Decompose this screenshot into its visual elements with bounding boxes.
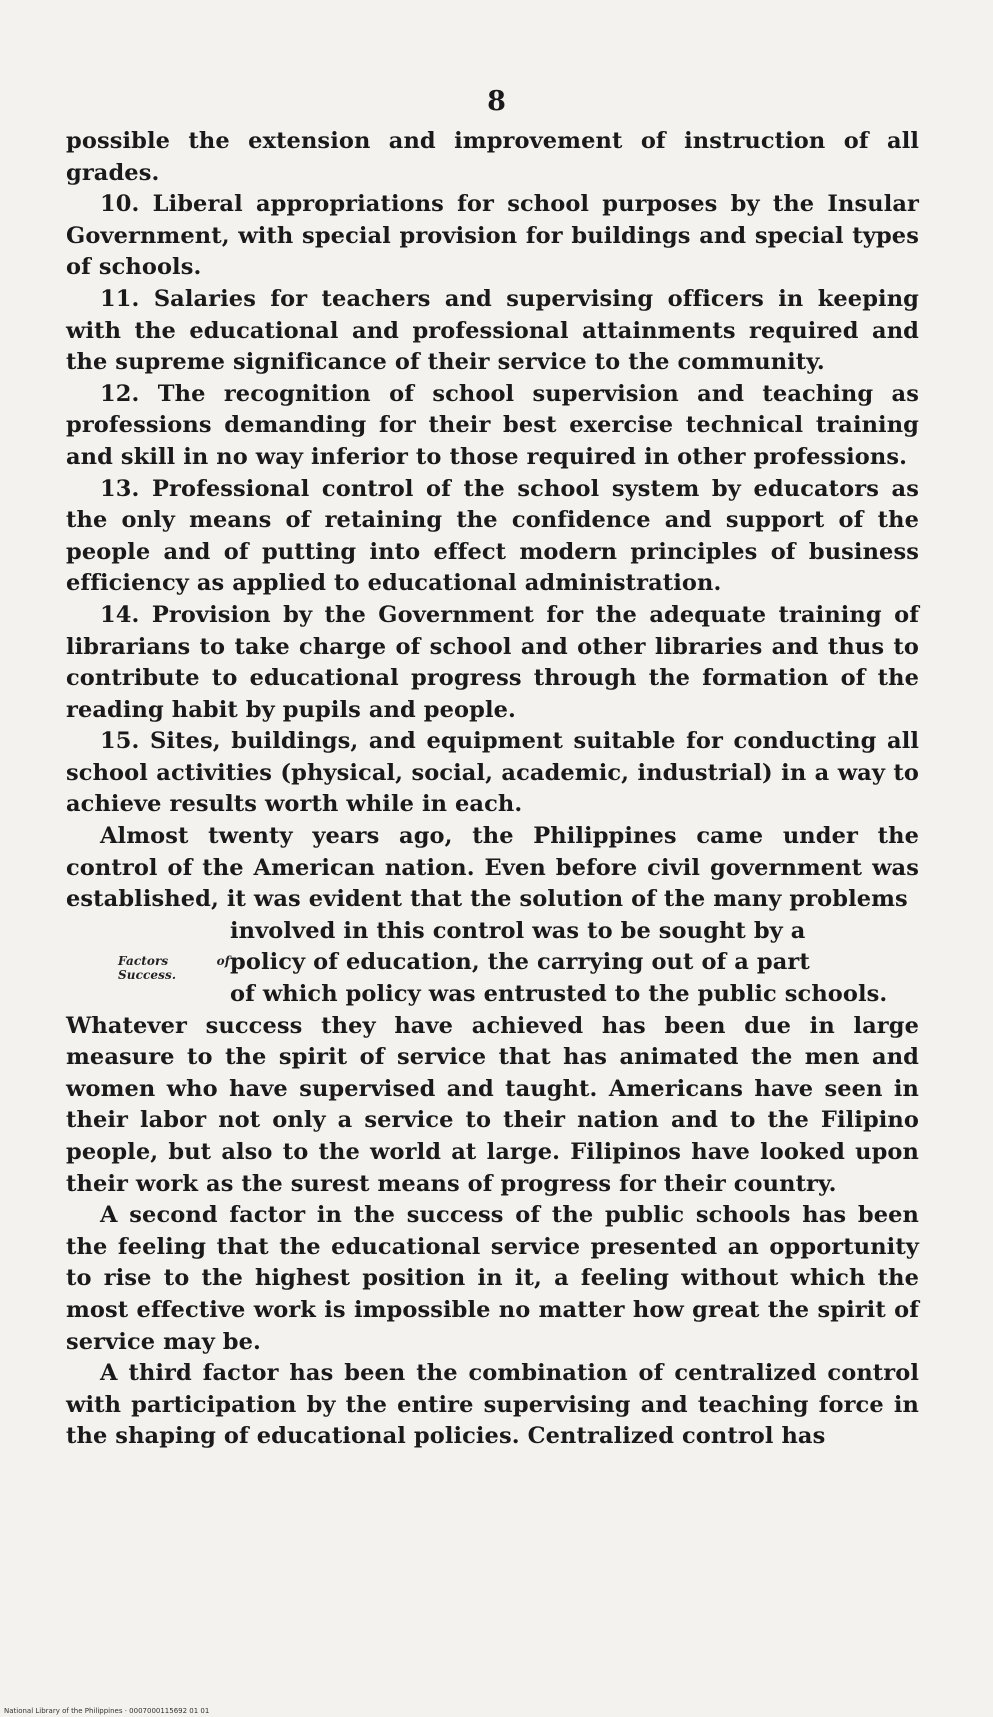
scan-footer: National Library of the Philippines · 0007000115692 01 01: [4, 1707, 210, 1715]
paragraph: Whatever success they have achieved has been due in large measure to the spirit of service that has animated the men and women who have supervised and taught. Americans have seen in their labor not only a service to their nation and to the Filipino people, but also to the world at large. Filipinos have looked upon their work as the surest means of progress for their country.: [66, 1012, 919, 1197]
paragraph: Almost twenty years ago, the Philippines came under the control of the American nation. Even before civil government was established, it was evident that the solution of the many problems: [66, 823, 919, 913]
paragraph: A third factor has been the combination of centralized control with participation by the entire supervising and teaching force in the shaping of educational policies. Centralized control has: [66, 1360, 919, 1450]
paragraph: possible the extension and improvement of instruction of all grades.: [66, 128, 919, 186]
sidenote-line: of which policy was entrusted to the public schools.: [230, 981, 888, 1008]
paragraphs-before: [66, 126, 919, 916]
paragraph: A second factor in the success of the public schools has been the feeling that the educational service presented an opportunity to rise to the highest position in it, a feeling without which the most effective work is impossible no matter how great the spirit of service may be.: [66, 1202, 919, 1355]
body-text: [66, 126, 919, 1453]
sidenote-line: policy of education, the carrying out of a part: [230, 949, 810, 976]
margin-note: Factors of Success.: [118, 953, 230, 982]
paragraph: 10. Liberal appropriations for school purposes by the Insular Government, with special provision for buildings and special types of schools.: [66, 191, 919, 281]
sidenote-block: [66, 916, 919, 1011]
paragraph: 15. Sites, buildings, and equipment suitable for conducting all school activities (physical, social, academic, industrial) in a way to achieve results worth while in each.: [66, 728, 919, 818]
paragraphs-after: [66, 1011, 919, 1453]
paragraph: 11. Salaries for teachers and supervising officers in keeping with the educational and professional attainments required and the supreme significance of their service to the community.: [66, 285, 919, 376]
paragraph: 14. Provision by the Government for the adequate training of librarians to take charge of school and other libraries and thus to contribute to educational progress through the formation of the reading habit by pupils and people.: [66, 601, 919, 723]
paragraph: 13. Professional control of the school system by educators as the only means of retaining the confidence and support of the people and of putting into effect modern principles of business efficiency as applied to educational administration.: [66, 475, 919, 597]
paragraph: 12. The recognition of school supervision and teaching as professions demanding for their best exercise technical training and skill in no way inferior to those required in other professions.: [66, 380, 919, 470]
sidenote-line: involved in this control was to be sought by a: [230, 917, 806, 944]
page-number: 8: [487, 86, 506, 117]
sidenote-lines: [230, 916, 919, 1011]
